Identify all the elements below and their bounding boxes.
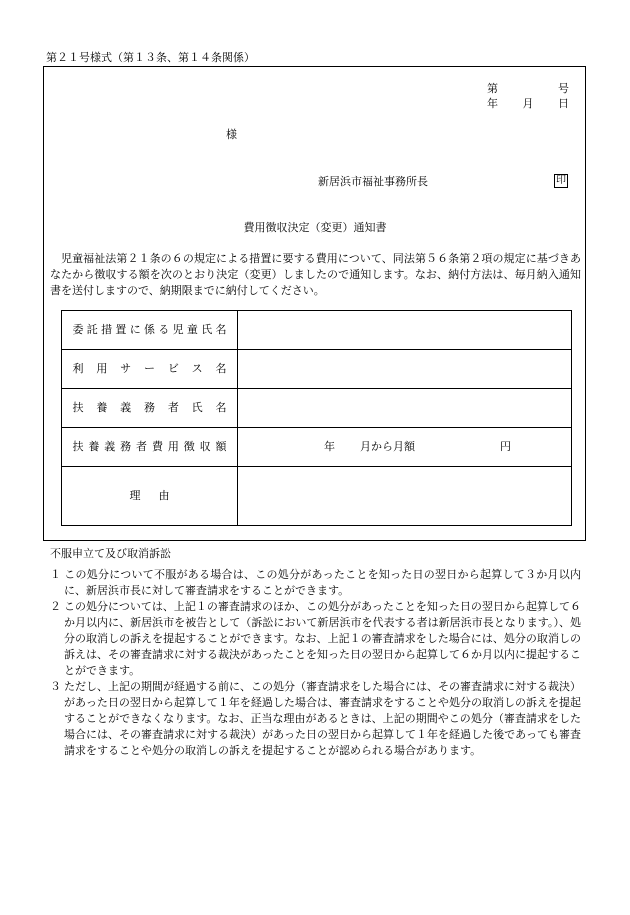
label-child-name: 委託措置に係る児童氏名 xyxy=(72,322,227,336)
date-year: 年 xyxy=(487,97,498,110)
table-label-cell xyxy=(62,467,238,526)
guardian-name-value xyxy=(238,389,572,428)
doc-number-prefix: 第 xyxy=(487,82,498,95)
document-title: 費用徴収決定（変更）通知書 xyxy=(243,221,387,234)
note-number: ２ xyxy=(50,600,61,613)
table-label-cell xyxy=(62,428,238,467)
note-text: この処分について不服がある場合は、この処分があったことを知った日の翌日から起算して３か月以内に、新居浜市長に対して審査請求をすることができます。 xyxy=(64,568,581,597)
fee-amount-value xyxy=(238,428,572,467)
notes-list xyxy=(50,567,581,759)
table-row xyxy=(62,350,572,389)
note-text: この処分については、上記１の審査請求のほか、この処分があったことを知った日の翌日から起算して６か月以内に、新居浜市を被告として（訴訟において新居浜市を代表する者は新居浜市長となります。）、処分の取消しの訴えを提起することができます。なお、上記１の審査請求をした場合には、処分の取消しの訴えは、その審査請求に対する裁決があったことを知った日の翌日から起算して６か月以内に提起することができます。 xyxy=(64,600,581,677)
list-item xyxy=(50,679,581,759)
label-guardian-name: 扶養義務者氏名 xyxy=(72,400,227,414)
table-row xyxy=(62,428,572,467)
table-label-cell xyxy=(62,350,238,389)
list-item xyxy=(50,599,581,679)
note-number: １ xyxy=(50,568,61,581)
seal-mark: 印 xyxy=(556,175,566,186)
body-text: 児童福祉法第２１条の６の規定による措置に要する費用について、同法第５６条第２項の規定に基づきあなたから徴収する額を次のとおり決定（変更）しましたので通知します。なお、納付方法は、毎月納入通知書を送付しますので、納期限までに納付してください。 xyxy=(50,252,581,297)
addressee-suffix: 様 xyxy=(226,128,237,141)
amount-month: 月から月額 xyxy=(360,440,415,453)
reason-value xyxy=(238,467,572,526)
table-row xyxy=(62,467,572,526)
date-day: 日 xyxy=(558,97,569,110)
label-fee-amount: 扶養義務者費用徴収額 xyxy=(72,439,227,453)
service-name-value xyxy=(238,350,572,389)
amount-yen: 円 xyxy=(500,440,511,453)
form-number: 第２１号様式（第１３条、第１４条関係） xyxy=(46,51,255,64)
note-number: ３ xyxy=(50,680,61,693)
label-service-name: 利用サービス名 xyxy=(72,361,227,375)
info-table xyxy=(61,310,572,526)
table-row xyxy=(62,311,572,350)
issuer-name: 新居浜市福祉事務所長 xyxy=(318,175,428,188)
table-label-cell xyxy=(62,311,238,350)
table-label-cell xyxy=(62,389,238,428)
amount-year: 年 xyxy=(324,440,335,453)
table-row xyxy=(62,389,572,428)
child-name-value xyxy=(238,311,572,350)
notes-title: 不服申立て及び取消訴訟 xyxy=(50,547,171,560)
list-item xyxy=(50,567,581,599)
label-reason: 理由 xyxy=(129,488,170,502)
document-number-block xyxy=(487,82,569,112)
note-text: ただし、上記の期間が経過する前に、この処分（審査請求をした場合には、その審査請求に対する裁決）があった日の翌日から起算して１年を経過した場合は、審査請求をすることや処分の取消しの訴えを提起することができなくなります。なお、正当な理由があるときは、上記の期間やこの処分（審査請求をした場合には、その審査請求に対する裁決）があった日の翌日から起算して１年を経過した後であっても審査請求をすることや処分の取消しの訴えを提起することが認められる場合があります。 xyxy=(64,680,581,757)
date-month: 月 xyxy=(522,97,534,110)
doc-number-suffix: 号 xyxy=(558,82,569,95)
